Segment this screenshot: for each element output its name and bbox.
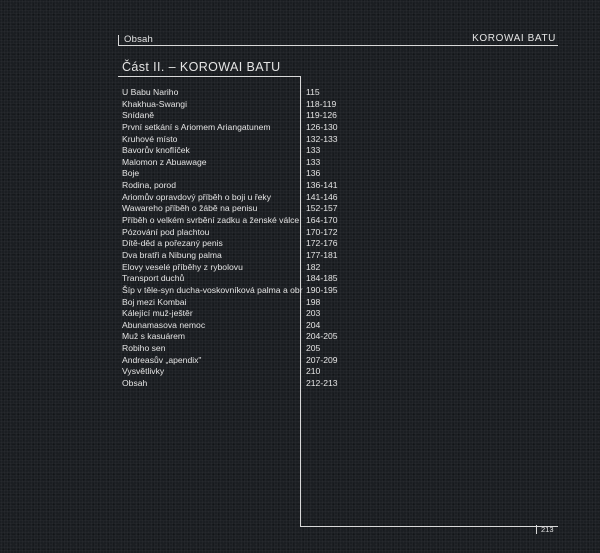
toc-entry-pages: 207-209 <box>306 354 338 365</box>
toc-entry-title: Kálející muž-ještěr <box>122 308 193 319</box>
toc-entry-title: Dítě-děd a pořezaný penis <box>122 238 223 249</box>
toc-entry-title: Snídaně <box>122 110 155 121</box>
toc-entry-title: Elovy veselé příběhy z rybolovu <box>122 261 243 272</box>
toc-entry-title: Andreasův „apendix" <box>122 354 202 365</box>
toc-entry-title: U Babu Nariho <box>122 87 179 97</box>
toc-entry-title: Vysvětlivky <box>122 366 165 377</box>
header-rule <box>118 45 558 46</box>
page-number <box>536 525 554 534</box>
section-title: Část II. – KOROWAI BATU <box>122 60 281 74</box>
toc-entry-title: Šíp v těle-syn ducha-voskovníková palma a obr <box>122 284 303 295</box>
toc-entry <box>122 308 542 320</box>
toc-entry <box>122 110 542 122</box>
toc-entry-title: Příběh o velkém svrbění zadku a ženské válce <box>122 215 300 226</box>
toc-entry-title: Boje <box>122 168 140 179</box>
toc-entry <box>122 273 542 285</box>
toc-entry-title: Abunamasova nemoc <box>122 319 206 330</box>
toc-entry <box>122 227 542 239</box>
page-number-value: 213 <box>541 525 554 534</box>
title-rule <box>118 76 301 77</box>
toc-entry-title: Pózování pod plachtou <box>122 226 210 237</box>
toc-entry-pages: 190-195 <box>306 284 338 295</box>
toc-entry-pages: 119-126 <box>306 110 337 121</box>
toc-entry-pages: 133 <box>306 156 321 167</box>
toc-entry <box>122 250 542 262</box>
toc-entry <box>122 366 542 378</box>
toc-entry-title: Malomon z Abuawage <box>122 156 207 167</box>
running-header-left <box>118 34 153 45</box>
toc-entry-title: Robiho sen <box>122 343 166 354</box>
toc-entry-pages: 170-172 <box>306 226 338 237</box>
toc-entry-title: Khakhua-Swangi <box>122 98 187 109</box>
toc-entry-pages: 132-133 <box>306 133 338 144</box>
toc-entry-pages: 172-176 <box>306 238 338 249</box>
toc-entry <box>122 262 542 274</box>
table-of-contents <box>122 87 542 390</box>
toc-entry-pages: 203 <box>306 308 321 319</box>
toc-entry <box>122 180 542 192</box>
toc-entry <box>122 122 542 134</box>
toc-entry <box>122 87 542 99</box>
toc-entry-pages: 126-130 <box>306 121 338 132</box>
toc-entry-title: Rodina, porod <box>122 180 176 191</box>
toc-entry <box>122 99 542 111</box>
toc-entry-title: Wawareho příběh o žábě na penisu <box>122 203 258 214</box>
toc-entry <box>122 157 542 169</box>
toc-entry <box>122 145 542 157</box>
running-header-right: KOROWAI BATU <box>472 33 556 44</box>
toc-entry-pages: 212-213 <box>306 378 338 389</box>
toc-entry <box>122 320 542 332</box>
toc-entry-title: Kruhové místo <box>122 133 178 144</box>
toc-entry-title: Muž s kasuárem <box>122 331 186 342</box>
toc-entry-pages: 177-181 <box>306 249 338 260</box>
toc-entry <box>122 297 542 309</box>
toc-entry-title: Obsah <box>122 378 148 389</box>
toc-entry-pages: 141-146 <box>306 191 338 202</box>
toc-entry-pages: 152-157 <box>306 203 338 214</box>
page-number-divider <box>536 525 537 534</box>
bottom-rule <box>300 526 558 527</box>
toc-entry-title: Boj mezi Kombai <box>122 296 187 307</box>
toc-entry <box>122 331 542 343</box>
toc-entry-pages: 210 <box>306 366 321 377</box>
header-divider <box>118 35 119 45</box>
toc-entry <box>122 168 542 180</box>
toc-entry-pages: 204-205 <box>306 331 338 342</box>
toc-entry-pages: 118-119 <box>306 98 337 109</box>
toc-entry <box>122 238 542 250</box>
toc-entry-pages: 205 <box>306 343 321 354</box>
toc-entry-title: První setkání s Ariomem Ariangatunem <box>122 121 271 132</box>
toc-entry-pages: 184-185 <box>306 273 338 284</box>
toc-entry <box>122 343 542 355</box>
toc-entry <box>122 355 542 367</box>
toc-entry <box>122 192 542 204</box>
toc-entry-title: Dva bratři a Nibung palma <box>122 249 222 260</box>
toc-entry-title: Ariomův opravdový příběh o boji u řeky <box>122 191 272 202</box>
toc-entry <box>122 203 542 215</box>
toc-entry-pages: 115 <box>306 87 320 97</box>
toc-entry-pages: 136 <box>306 168 321 179</box>
toc-entry-title: Bavorův knoflíček <box>122 145 190 156</box>
toc-entry-pages: 133 <box>306 145 321 156</box>
toc-entry-pages: 182 <box>306 261 321 272</box>
header-section-label: Obsah <box>124 34 153 45</box>
toc-entry <box>122 378 542 390</box>
toc-entry-pages: 198 <box>306 296 321 307</box>
toc-entry <box>122 134 542 146</box>
toc-entry <box>122 285 542 297</box>
toc-entry-title: Transport duchů <box>122 273 185 284</box>
toc-entry-pages: 164-170 <box>306 215 338 226</box>
toc-entry-pages: 204 <box>306 319 321 330</box>
toc-entry-pages: 136-141 <box>306 180 338 191</box>
toc-entry <box>122 215 542 227</box>
